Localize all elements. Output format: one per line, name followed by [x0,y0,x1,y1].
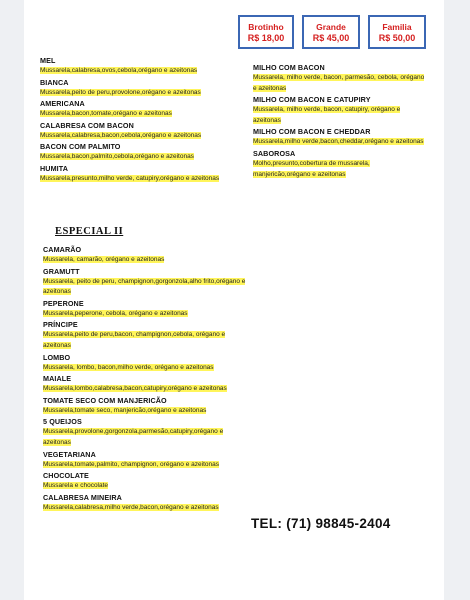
menu-item [253,127,425,148]
item-name: MAIALE [43,374,72,384]
menu-item [43,299,248,320]
menu-item [43,374,248,395]
item-description: Mussarela,calabresa,ovos,cebola,orégano e azeitonas [40,67,198,74]
item-description: Mussarela,peito de peru,bacon, champignon,cebola, orégano e azeitonas [43,331,226,349]
item-name: TOMATE SECO COM MANJERICÃO [43,395,167,405]
menu-item [40,142,250,163]
item-description: Mussarela, camarão, orégano e azeitonas [43,256,165,263]
menu-item [43,396,248,417]
price-size-label: Familia [382,22,412,32]
item-description: Mussarela, lombo, bacon,milho verde, orégano e azeitonas [43,363,214,371]
item-description: Mussarela,provolone,gorgonzola,parmesão,catupiry,orégano e azeitonas [43,428,224,446]
item-description: Mussarela,presunto,milho verde, catupiry,orégano e azeitonas [40,174,220,182]
left-menu-column [40,56,250,186]
item-description: Mussarela,bacon,palmito,cebola,orégano e azeitonas [40,153,194,161]
item-name: CAMARÃO [43,245,82,254]
price-value: R$ 18,00 [247,33,285,43]
item-description: Molho,presunto,cobertura de mussarela, manjericão,orégano e azeitonas [253,159,370,178]
price-box-brotinho [238,15,294,49]
item-description: Mussarela,peito de peru,provolone,orégano e azeitonas [40,88,201,96]
item-name: PRÍNCIPE [43,320,78,330]
item-name: CALABRESA COM BACON [40,120,134,130]
right-menu-column [253,63,425,181]
item-description: Mussarela,tomate,palmito, champignon, orégano e azeitonas [43,460,219,468]
menu-item [253,149,425,180]
menu-item [43,417,248,448]
item-description: Mussarela, milho verde, bacon, catupiry, orégano e azeitonas [253,106,401,124]
item-name: LOMBO [43,352,71,362]
menu-item [40,121,250,142]
price-box-familia [368,15,426,49]
menu-item [43,267,248,298]
item-name: PEPERONE [43,298,84,308]
menu-item [43,320,248,351]
item-description: Mussarela,bacon,tomate,orégano e azeitonas [40,110,172,118]
section-title-especial: ESPECIAL II [55,226,124,237]
item-description: Mussarela,tomate seco, manjericão,orégano e azeitonas [43,406,207,414]
item-description: Mussarela e chocolate [43,482,109,490]
menu-item [253,63,425,94]
menu-item [43,353,248,374]
price-size-label: Grande [316,22,346,32]
price-value: R$ 45,00 [312,33,350,43]
phone-number: TEL: (71) 98845-2404 [251,516,391,531]
item-name: VEGETARIANA [43,449,96,459]
item-name: 5 QUEIJOS [43,417,82,427]
item-name: HUMITA [40,163,69,173]
menu-item [43,450,248,471]
item-name: CALABRESA MINEIRA [43,492,122,502]
menu-item [253,95,425,126]
item-name: MILHO COM BACON E CHEDDAR [253,127,371,137]
item-description: Mussarela,milho verde,bacon,cheddar,orégano e azeitonas [253,138,424,146]
item-description: Mussarela, milho verde, bacon, parmesão, cebola, orégano e azeitonas [253,74,425,92]
menu-item [40,56,250,77]
item-description: Mussarela,peperone, cebola, orégano e azeitonas [43,309,188,317]
menu-item [43,471,248,492]
item-description: Mussarela,calabresa,milho verde,bacon,orégano e azeitonas [43,503,219,511]
item-name: GRAMUTT [43,266,80,276]
special-menu-column [43,245,248,514]
item-name: BIANCA [40,77,69,87]
item-name: MEL [40,56,56,65]
item-description: Mussarela, peito de peru, champignon,gorgonzola,alho frito,orégano e azeitonas [43,277,246,296]
price-box-grande [302,15,360,49]
menu-item [43,245,248,266]
item-description: Mussarela,lombo,calabresa,bacon,catupiry,orégano e azeitonas [43,385,227,393]
menu-item [40,78,250,99]
item-name: BACON COM PALMITO [40,142,121,152]
menu-item [43,493,248,514]
price-value: R$ 50,00 [378,33,416,43]
menu-item [40,99,250,120]
item-name: AMERICANA [40,99,85,109]
price-size-label: Brotinho [248,22,284,32]
item-name: CHOCOLATE [43,471,89,481]
menu-item [40,164,250,185]
item-name: SABOROSA [253,148,296,158]
item-name: MILHO COM BACON E CATUPIRY [253,95,371,105]
item-description: Mussarela,calabresa,bacon,cebola,orégano e azeitonas [40,131,202,139]
item-name: MILHO COM BACON [253,63,325,72]
